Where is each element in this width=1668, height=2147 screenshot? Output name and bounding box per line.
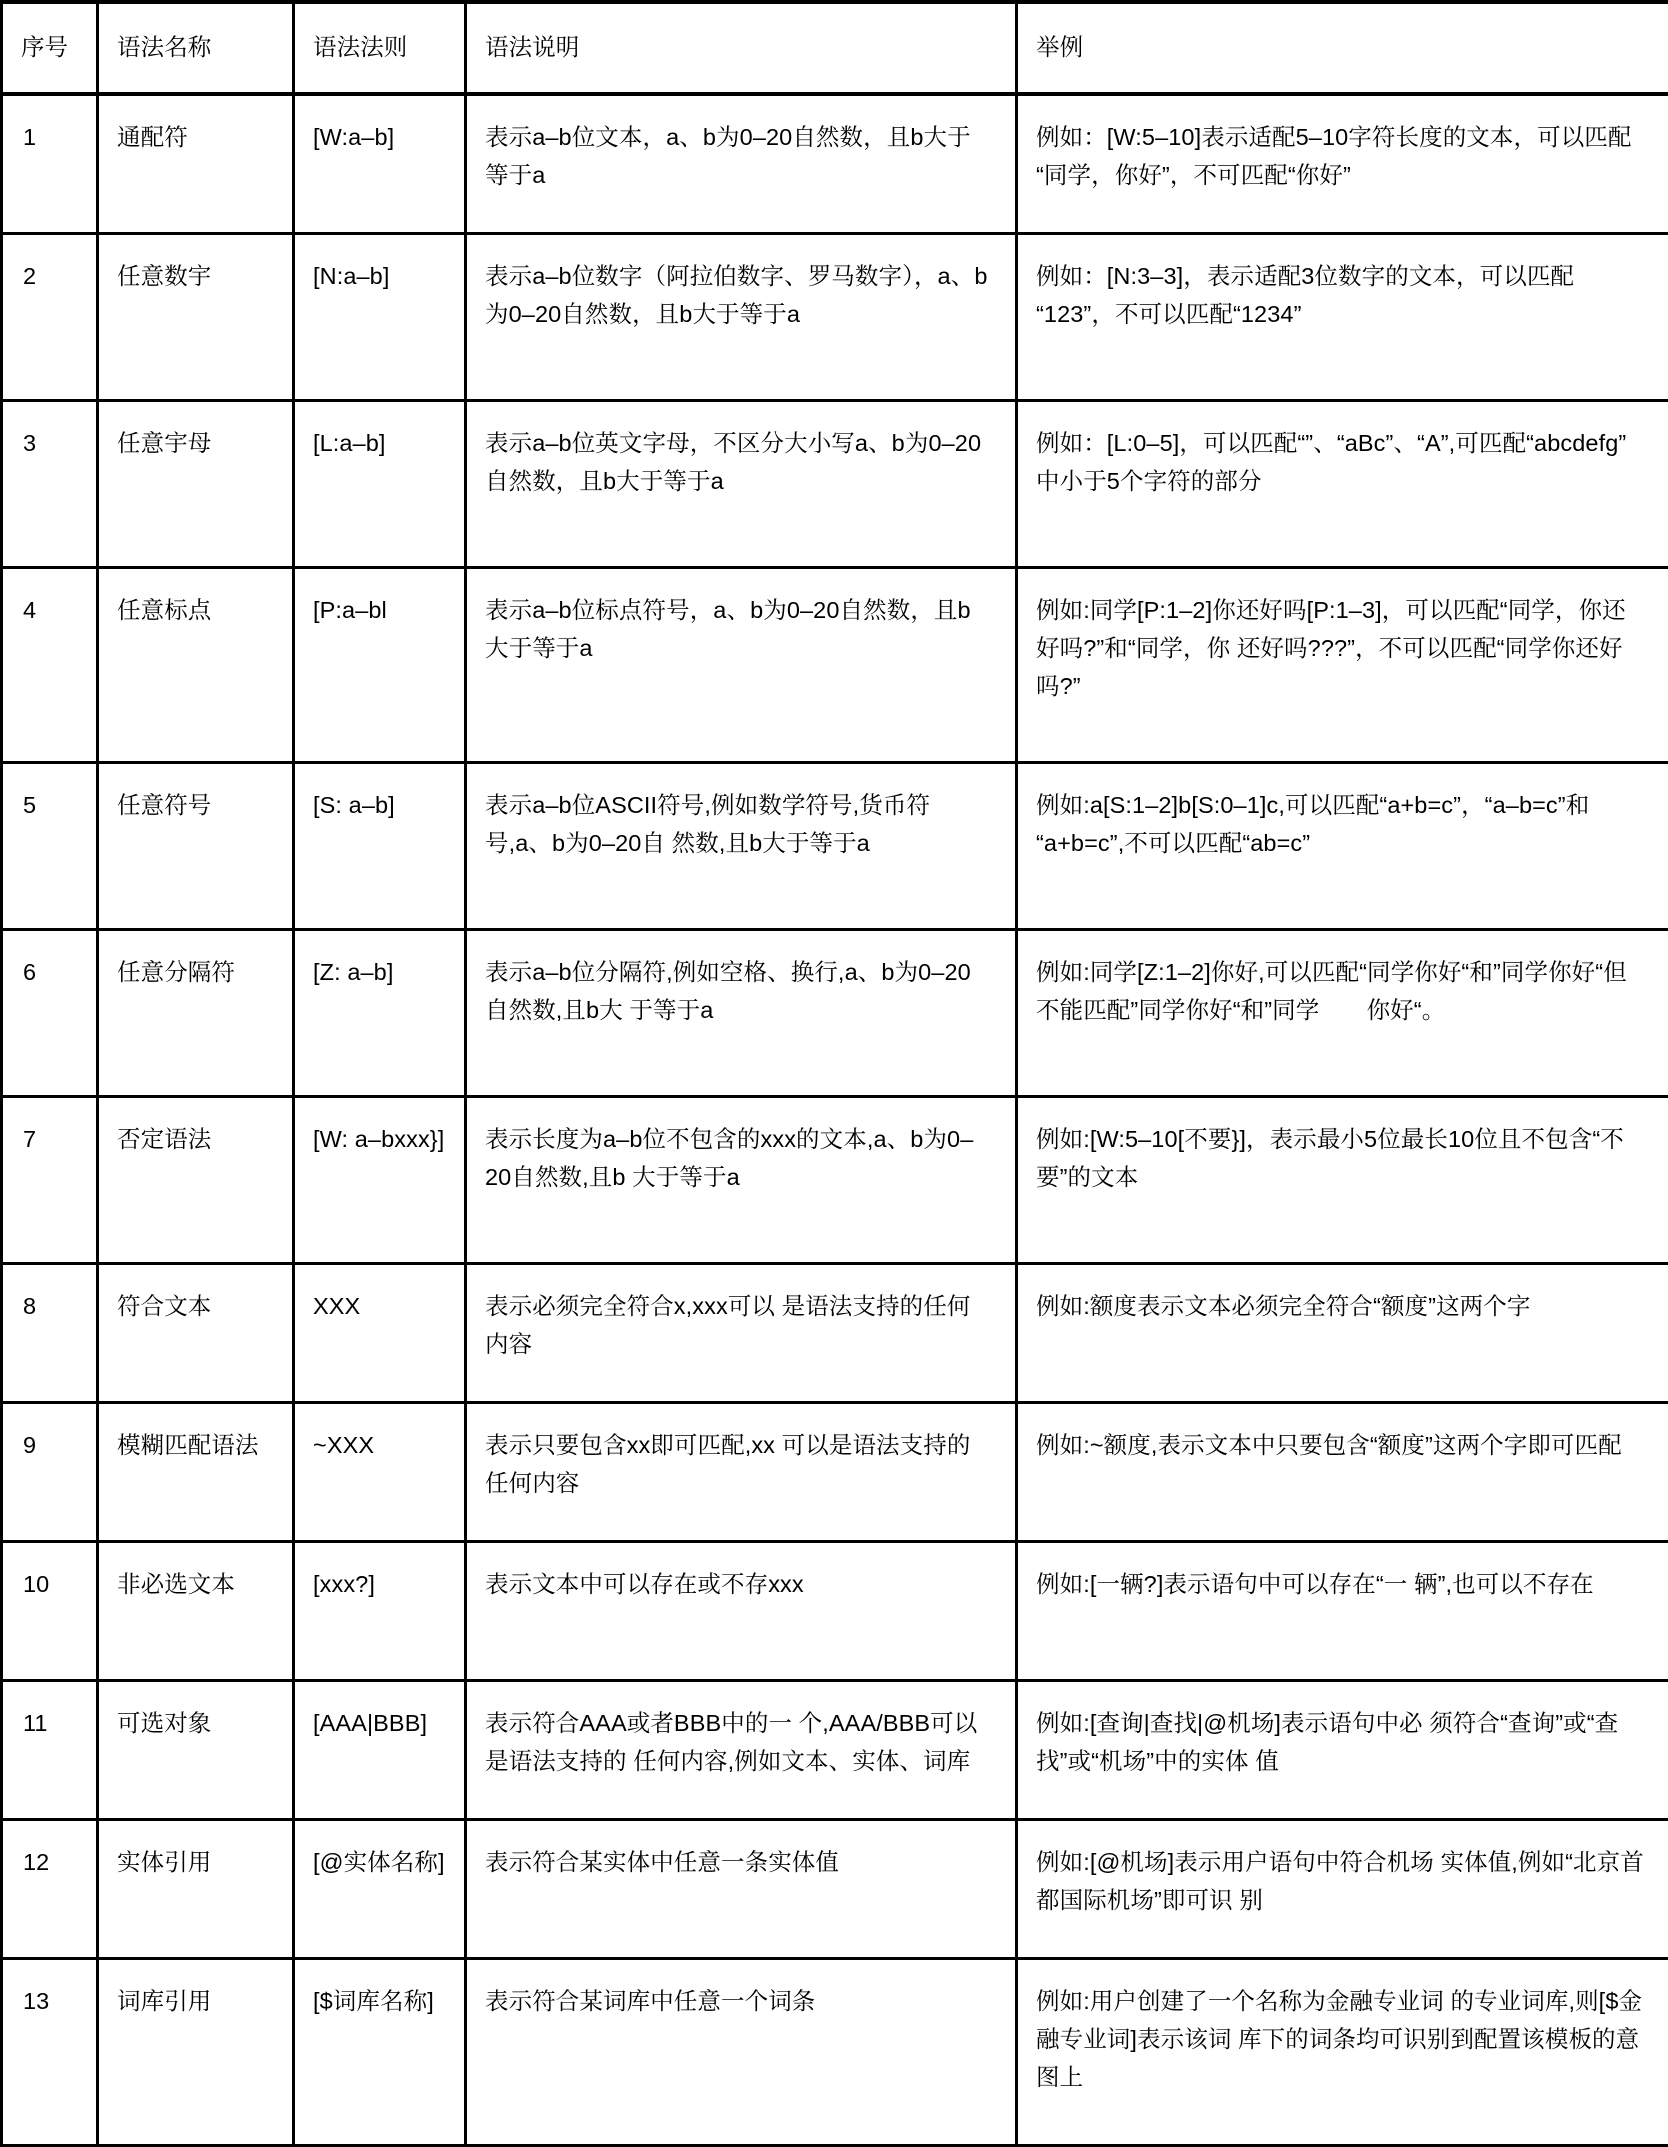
cell-index: 4 (2, 568, 98, 763)
cell-rule: [P:a–bl (294, 568, 466, 763)
cell-name: 模糊匹配语法 (98, 1403, 294, 1542)
cell-rule: [W:a–b] (294, 94, 466, 234)
cell-name: 任意宇母 (98, 401, 294, 568)
cell-index: 9 (2, 1403, 98, 1542)
table-row (2, 763, 1668, 930)
cell-example: 例如：[N:3–3]，表示适配3位数字的文本，可以匹配“123”，不可以匹配“1234” (1017, 234, 1668, 401)
table-row (2, 1264, 1668, 1403)
cell-rule: [Z: a–b] (294, 930, 466, 1097)
cell-description: 表示a–b位文本，a、b为0–20自然数，且b大于等于a (466, 94, 1017, 234)
table-row (2, 1681, 1668, 1820)
cell-name: 任意符号 (98, 763, 294, 930)
cell-description: 表示a–b位标点符号，a、b为0–20自然数，且b大于等于a (466, 568, 1017, 763)
cell-example: 例如:用户创建了一个名称为金融专业词 的专业词库,则[$金融专业词]表示该词 库下的词条均可识别到配置该模板的意图上 (1017, 1959, 1668, 2146)
cell-rule: [AAA|BBB] (294, 1681, 466, 1820)
cell-rule: [@实体名称] (294, 1820, 466, 1959)
cell-description: 表示a–b位ASCII符号,例如数学符号,货币符号,a、b为0–20自 然数,且b大于等于a (466, 763, 1017, 930)
cell-description: 表示符合某词库中任意一个词条 (466, 1959, 1017, 2146)
cell-example: 例如：[L:0–5]，可以匹配“”、“aBc”、“A”,可匹配“abcdefg”中小于5个字符的部分 (1017, 401, 1668, 568)
cell-rule: ~XXX (294, 1403, 466, 1542)
table-row (2, 234, 1668, 401)
table-row (2, 94, 1668, 234)
table-row (2, 1097, 1668, 1264)
column-header-example: 举例 (1017, 2, 1668, 94)
cell-name: 任意分隔符 (98, 930, 294, 1097)
cell-name: 否定语法 (98, 1097, 294, 1264)
table-body (2, 94, 1668, 2146)
cell-index: 3 (2, 401, 98, 568)
cell-index: 1 (2, 94, 98, 234)
cell-rule: [N:a–b] (294, 234, 466, 401)
cell-rule: XXX (294, 1264, 466, 1403)
cell-name: 可选对象 (98, 1681, 294, 1820)
cell-index: 8 (2, 1264, 98, 1403)
cell-description: 表示必须完全符合x,xxx可以 是语法支持的任何内容 (466, 1264, 1017, 1403)
cell-description: 表示只要包含xx即可匹配,xx 可以是语法支持的任何内容 (466, 1403, 1017, 1542)
column-header-description: 语法说明 (466, 2, 1017, 94)
cell-name: 非必选文本 (98, 1542, 294, 1681)
cell-rule: [xxx?] (294, 1542, 466, 1681)
column-header-name: 语法名称 (98, 2, 294, 94)
table-row (2, 1820, 1668, 1959)
cell-example: 例如:同学[Z:1–2]你好,可以匹配“同学你好“和”同学你好“但不能匹配”同学你好“和”同学 你好“。 (1017, 930, 1668, 1097)
cell-example: 例如:[@机场]表示用户语句中符合机场 实体值,例如“北京首都国际机场”即可识 别 (1017, 1820, 1668, 1959)
cell-name: 通配符 (98, 94, 294, 234)
cell-example: 例如:额度表示文本必须完全符合“额度”这两个字 (1017, 1264, 1668, 1403)
table-header (2, 2, 1668, 94)
column-header-rule: 语法法则 (294, 2, 466, 94)
cell-rule: [L:a–b] (294, 401, 466, 568)
cell-index: 2 (2, 234, 98, 401)
cell-name: 任意标点 (98, 568, 294, 763)
cell-example: 例如:[查询|查找|@机场]表示语句中必 须符合“查询”或“查找”或“机场”中的实体 值 (1017, 1681, 1668, 1820)
cell-description: 表示长度为a–b位不包含的xxx的文本,a、b为0–20自然数,且b 大于等于a (466, 1097, 1017, 1264)
cell-index: 7 (2, 1097, 98, 1264)
cell-example: 例如:a[S:1–2]b[S:0–1]c,可以匹配“a+b=c”，“a–b=c”和“a+b=c”,不可以匹配“ab=c” (1017, 763, 1668, 930)
cell-name: 符合文本 (98, 1264, 294, 1403)
cell-index: 12 (2, 1820, 98, 1959)
cell-name: 任意数宇 (98, 234, 294, 401)
column-header-index: 序号 (2, 2, 98, 94)
cell-description: 表示a–b位英文字母，不区分大小写a、b为0–20自然数，且b大于等于a (466, 401, 1017, 568)
table-header-row (2, 2, 1668, 94)
cell-example: 例如:~额度,表示文本中只要包含“额度”这两个字即可匹配 (1017, 1403, 1668, 1542)
cell-example: 例如:[一辆?]表示语句中可以存在“一 辆”,也可以不存在 (1017, 1542, 1668, 1681)
cell-rule: [W: a–bxxx}] (294, 1097, 466, 1264)
table-row (2, 1959, 1668, 2146)
table-row (2, 568, 1668, 763)
cell-index: 10 (2, 1542, 98, 1681)
cell-index: 5 (2, 763, 98, 930)
cell-index: 6 (2, 930, 98, 1097)
cell-name: 词库引用 (98, 1959, 294, 2146)
cell-index: 11 (2, 1681, 98, 1820)
cell-example: 例如：[W:5–10]表示适配5–10字符长度的文本，可以匹配“同学，你好”，不可匹配“你好” (1017, 94, 1668, 234)
cell-rule: [$词库名称] (294, 1959, 466, 2146)
cell-rule: [S: a–b] (294, 763, 466, 930)
cell-name: 实体引用 (98, 1820, 294, 1959)
cell-example: 例如:[W:5–10[不要}]，表示最小5位最长10位且不包含“不要”的文本 (1017, 1097, 1668, 1264)
cell-description: 表示符合AAA或者BBB中的一 个,AAA/BBB可以是语法支持的 任何内容,例如文本、实体、词库 (466, 1681, 1017, 1820)
cell-index: 13 (2, 1959, 98, 2146)
cell-description: 表示符合某实体中任意一条实体值 (466, 1820, 1017, 1959)
table-row (2, 401, 1668, 568)
cell-description: 表示文本中可以存在或不存xxx (466, 1542, 1017, 1681)
cell-description: 表示a–b位分隔符,例如空格、换行,a、b为0–20自然数,且b大 于等于a (466, 930, 1017, 1097)
table-row (2, 1403, 1668, 1542)
cell-example: 例如:同学[P:1–2]你还好吗[P:1–3]，可以匹配“同学，你还好吗?”和“同学，你 还好吗???”，不可以匹配“同学你还好吗?” (1017, 568, 1668, 763)
cell-description: 表示a–b位数字（阿拉伯数字、罗马数字），a、b为0–20自然数，且b大于等于a (466, 234, 1017, 401)
table-row (2, 1542, 1668, 1681)
table-row (2, 930, 1668, 1097)
